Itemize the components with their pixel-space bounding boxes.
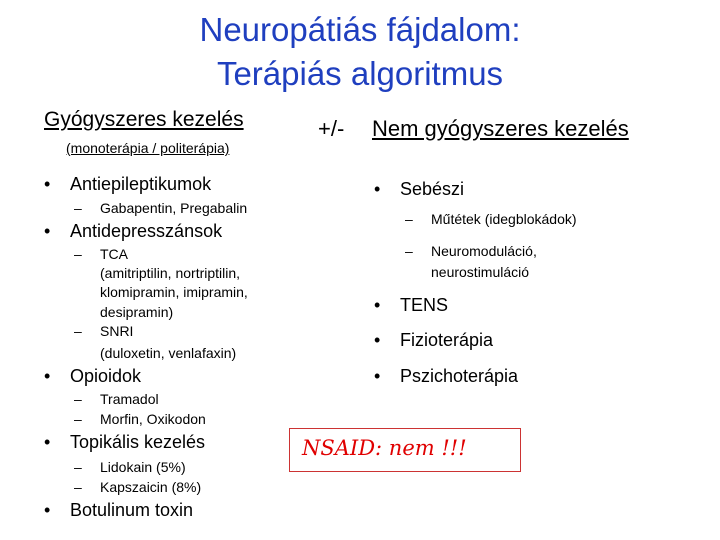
- bullet-icon: •: [44, 221, 51, 241]
- nsaid-note-text: NSAID: nem !!!: [302, 436, 467, 460]
- sub-item-continuation: klomipramin, imipramin,: [100, 284, 248, 300]
- list-item-label: Sebészi: [400, 179, 465, 199]
- list-item-label: TENS: [400, 295, 449, 315]
- sub-item: [74, 322, 134, 341]
- sub-item-continuation: (duloxetin, venlafaxin): [100, 345, 237, 361]
- slide-title: [0, 8, 720, 96]
- sub-item-label: TCA: [100, 246, 128, 262]
- sub-item-label: Morfin, Oxikodon: [100, 411, 206, 427]
- title-line-2: Terápiás algoritmus: [216, 55, 504, 92]
- nsaid-note-box: [289, 428, 521, 472]
- sub-item: [74, 199, 248, 218]
- list-item-label: Topikális kezelés: [70, 432, 206, 452]
- list-item-label: Antiepileptikumok: [70, 174, 212, 194]
- list-item-label: Opioidok: [70, 366, 142, 386]
- list-item-label: Antidepresszánsok: [70, 221, 223, 241]
- sub-item-label: SNRI: [100, 323, 134, 339]
- sub-item-label: Műtétek (idegblokádok): [431, 211, 577, 227]
- dash-icon: –: [405, 243, 413, 259]
- list-item-tens: [374, 295, 448, 316]
- list-item-opioids: [44, 366, 141, 387]
- list-item-antiepileptics: [44, 174, 211, 195]
- left-column-header: Gyógyszeres kezelés: [44, 108, 244, 131]
- dash-icon: –: [74, 391, 82, 407]
- sub-item: [405, 210, 577, 229]
- list-item-surgical: [374, 179, 464, 200]
- bullet-icon: •: [374, 330, 381, 350]
- sub-item: [74, 245, 128, 264]
- right-column-header: Nem gyógyszeres kezelés: [372, 116, 629, 141]
- sub-item-label: Kapszaicin (8%): [100, 479, 202, 495]
- dash-icon: –: [405, 211, 413, 227]
- sub-item-label: Tramadol: [100, 391, 159, 407]
- list-item-botulinum: [44, 500, 193, 521]
- sub-item-continuation: desipramin): [100, 304, 174, 320]
- left-column-subheader: (monoterápia / politerápia): [66, 140, 230, 156]
- list-item-psychotherapy: [374, 366, 518, 387]
- dash-icon: –: [74, 200, 82, 216]
- dash-icon: –: [74, 479, 82, 495]
- plus-minus-separator: +/-: [318, 116, 345, 141]
- bullet-icon: •: [44, 500, 51, 520]
- list-item-label: Fizioterápia: [400, 330, 494, 350]
- title-line-1: Neuropátiás fájdalom:: [199, 11, 521, 48]
- sub-item: [405, 242, 537, 261]
- dash-icon: –: [74, 246, 82, 262]
- bullet-icon: •: [374, 295, 381, 315]
- sub-item-continuation: (amitriptilin, nortriptilin,: [100, 265, 241, 281]
- bullet-icon: •: [374, 179, 381, 199]
- sub-item: [74, 458, 186, 477]
- bullet-icon: •: [44, 174, 51, 194]
- dash-icon: –: [74, 323, 82, 339]
- sub-item-continuation: neurostimuláció: [431, 264, 530, 280]
- list-item-label: Pszichoterápia: [400, 366, 519, 386]
- bullet-icon: •: [374, 366, 381, 386]
- list-item-physiotherapy: [374, 330, 493, 351]
- bullet-icon: •: [44, 366, 51, 386]
- list-item-label: Botulinum toxin: [70, 500, 194, 520]
- sub-item-label: Gabapentin, Pregabalin: [100, 200, 248, 216]
- sub-item-label: Neuromoduláció,: [431, 243, 537, 259]
- list-item-antidepressants: [44, 221, 222, 242]
- sub-item: [74, 410, 206, 429]
- dash-icon: –: [74, 459, 82, 475]
- list-item-topical: [44, 432, 205, 453]
- bullet-icon: •: [44, 432, 51, 452]
- dash-icon: –: [74, 411, 82, 427]
- sub-item: [74, 478, 202, 497]
- sub-item: [74, 390, 159, 409]
- sub-item-label: Lidokain (5%): [100, 459, 186, 475]
